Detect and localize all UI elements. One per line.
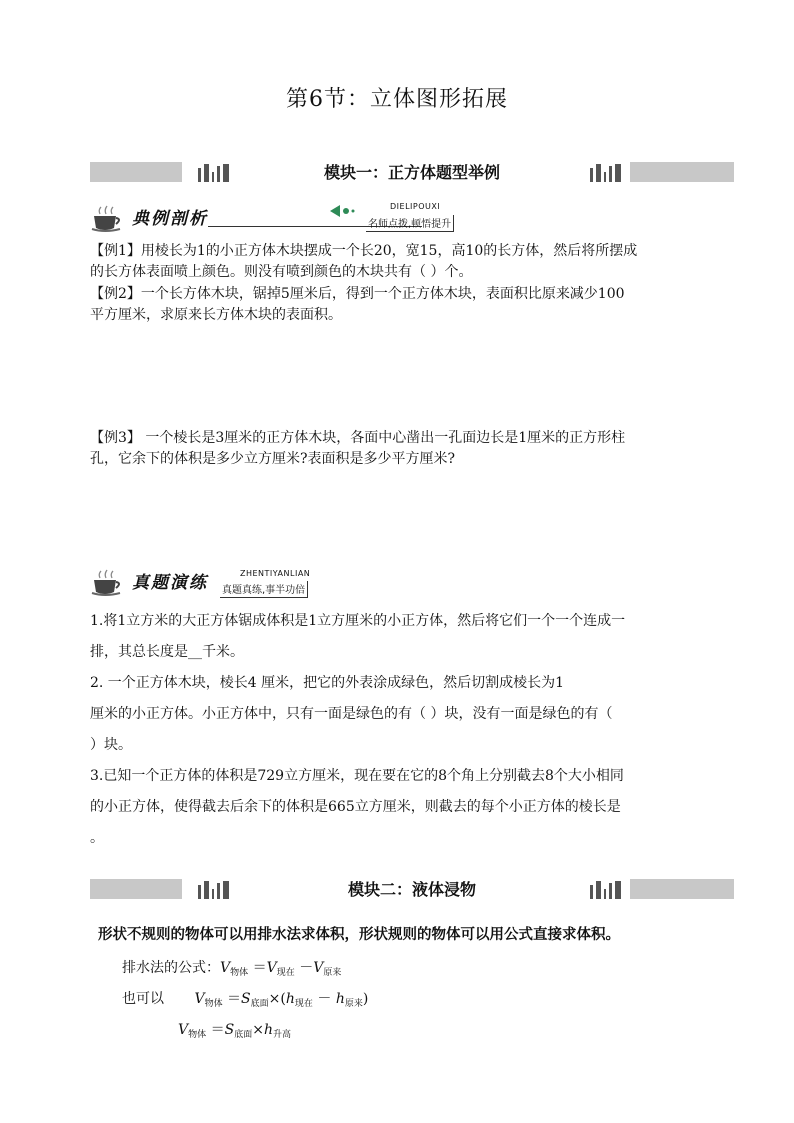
banner-pinyin: ZHENTIYANLIAN [240, 569, 311, 578]
formula-height-diff: 也可以 $V_{物体} =S_{底面}\times(h_{现在} - h_{原来})$ [122, 991, 369, 1009]
teacup-icon [90, 204, 124, 232]
formula-displacement: 排水法的公式：$V_{物体} =V_{现在} -V_{原来}$ [122, 960, 342, 978]
section-banner-practice [90, 564, 330, 598]
banner-pinyin: DIELIPOUXI [390, 202, 441, 211]
page-title: 第6节：立体图形拓展 [286, 87, 508, 112]
module-title-1: 模块一：正方体题型举例 [323, 163, 500, 182]
practice-line: ）块。 [90, 737, 132, 753]
practice-line: 3.已知一个正方体的体积是729立方厘米，现在要在它的8个角上分别截去8个大小相同 [90, 768, 624, 784]
banner-heading: 典例剖析 [132, 209, 208, 229]
practice-line: 。 [90, 830, 104, 846]
section-banner-examples [90, 200, 490, 234]
module-title-2: 模块二：液体浸物 [347, 880, 476, 899]
practice-line: 的小正方体，使得截去后余下的体积是665立方厘米，则截去的每个小正方体的棱长是 [90, 799, 621, 815]
practice-list [90, 606, 710, 854]
banner-tag: 名师点拨,顿悟提升 [366, 215, 454, 232]
practice-line: 1.将1立方米的大正方体锯成体积是1立方厘米的小正方体，然后将它们一个一个连成一 [90, 613, 626, 629]
banner-heading: 真题演练 [132, 573, 208, 593]
arrow-left-icon [328, 205, 358, 217]
example-1: 【例1】用棱长为1的小正方体木块摆成一个长20，宽15，高10的长方体，然后将所摆成 的长方体表面喷上颜色。则没有喷到颜色的木块共有（ ）个。 [90, 243, 638, 280]
module-header-2 [90, 877, 734, 903]
teacup-icon [90, 568, 124, 596]
practice-line: 厘米的小正方体。小正方体中，只有一面是绿色的有（ ）块，没有一面是绿色的有（ [90, 706, 613, 722]
example-3: 【例3】 一个棱长是3厘米的正方体木块，各面中心凿出一孔面边长是1厘米的正方形柱 孔，它余下的体积是多少立方厘米?表面积是多少平方厘米? [90, 430, 626, 467]
banner-tag: 真题真练,事半功倍 [220, 581, 308, 598]
liquid-intro: 形状不规则的物体可以用排水法求体积，形状规则的物体可以用公式直接求体积。 [98, 926, 620, 943]
formula-rise: $V_{物体} =S_{底面}\times h_{升高}$ [178, 1022, 291, 1040]
practice-line: 排，其总长度是__千米。 [90, 644, 244, 660]
practice-line: 2. 一个正方体木块，棱长4 厘米，把它的外表涂成绿色，然后切割成棱长为1 [90, 675, 565, 691]
module-header-1 [90, 160, 734, 186]
example-2: 【例2】一个长方体木块，锯掉5厘米后，得到一个正方体木块，表面积比原来减少100 平方厘米，求原来长方体木块的表面积。 [90, 286, 625, 323]
